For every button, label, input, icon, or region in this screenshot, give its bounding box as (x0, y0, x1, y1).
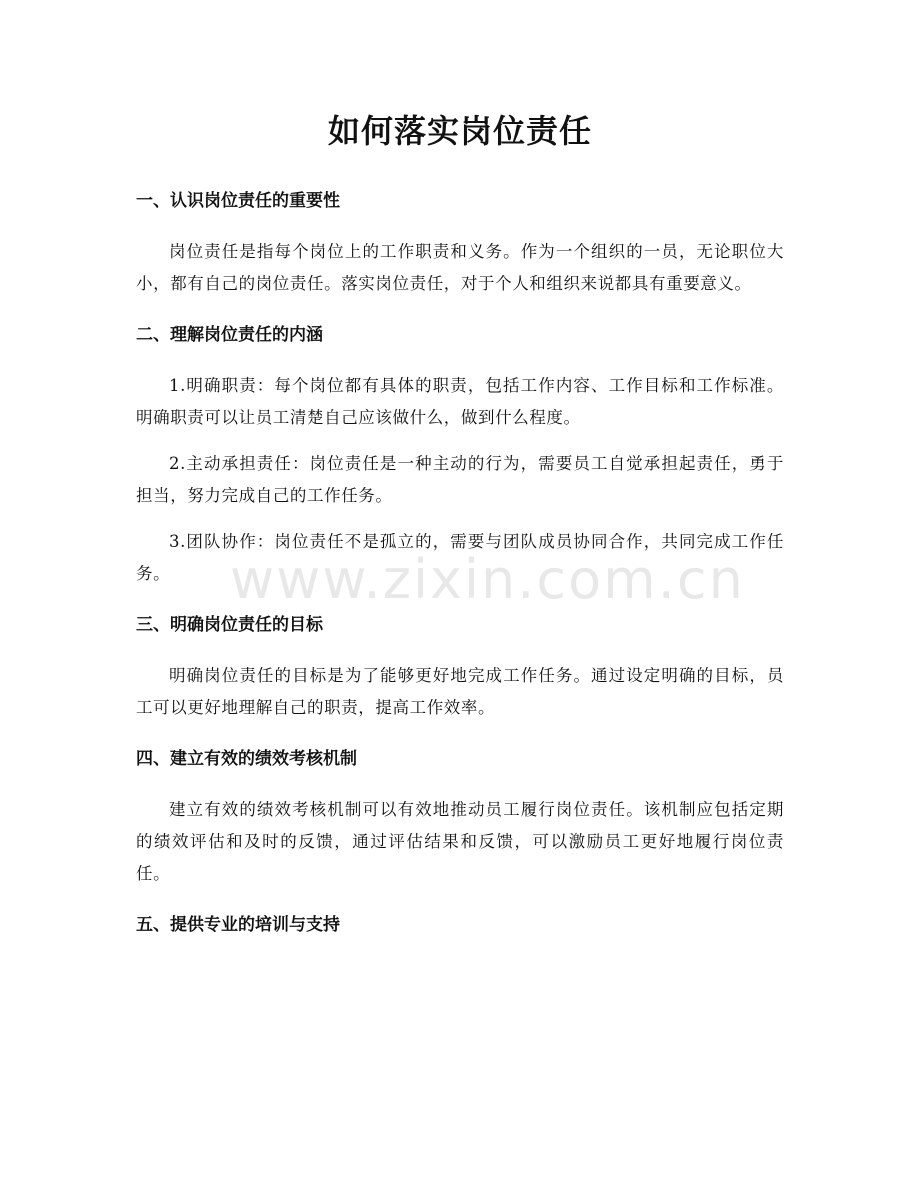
paragraph: 3.团队协作：岗位责任不是孤立的，需要与团队成员协同合作，共同完成工作任务。 (136, 532, 784, 583)
section-heading: 四、建立有效的绩效考核机制 (136, 749, 357, 769)
paragraph: 建立有效的绩效考核机制可以有效地推动员工履行岗位责任。该机制应包括定期的绩效评估和及时的反馈，通过评估结果和反馈，可以激励员工更好地履行岗位责任。 (136, 800, 784, 883)
paragraph: 岗位责任是指每个岗位上的工作职责和义务。作为一个组织的一员，无论职位大小，都有自己的岗位责任。落实岗位责任，对于个人和组织来说都具有重要意义。 (136, 242, 784, 293)
section-2 (136, 320, 784, 590)
section-heading: 三、明确岗位责任的目标 (136, 615, 323, 635)
section-5 (136, 910, 784, 940)
watermark: www.zixin.com.cn (230, 548, 745, 611)
section-heading: 五、提供专业的培训与支持 (136, 915, 340, 935)
section-heading: 一、认识岗位责任的重要性 (136, 191, 340, 211)
paragraph: 2.主动承担责任：岗位责任是一种主动的行为，需要员工自觉承担起责任，勇于担当，努力完成自己的工作任务。 (136, 454, 784, 505)
section-4 (136, 744, 784, 890)
section-1 (136, 186, 784, 300)
document-title: 如何落实岗位责任 (327, 112, 592, 150)
section-3 (136, 610, 784, 724)
paragraph: 明确岗位责任的目标是为了能够更好地完成工作任务。通过设定明确的目标，员工可以更好地理解自己的职责，提高工作效率。 (136, 666, 784, 717)
paragraph: 1.明确职责：每个岗位都有具体的职责，包括工作内容、工作目标和工作标准。明确职责可以让员工清楚自己应该做什么，做到什么程度。 (136, 376, 784, 427)
section-heading: 二、理解岗位责任的内涵 (136, 325, 323, 345)
document-body (136, 186, 784, 960)
